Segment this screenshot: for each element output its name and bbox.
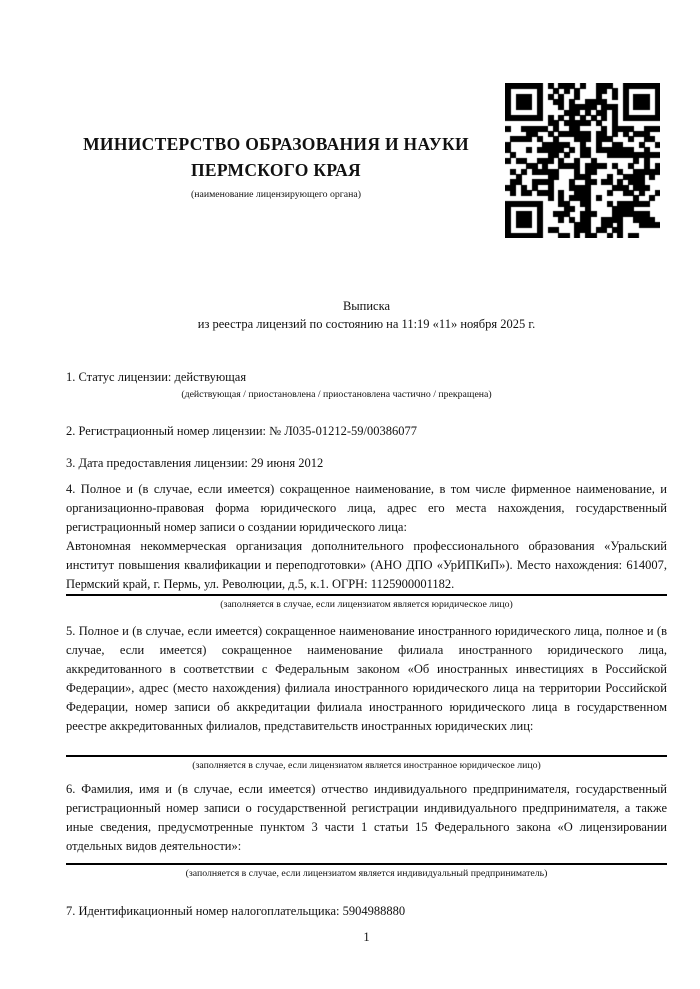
ministry-caption: (наименование лицензирующего органа) [190, 189, 361, 200]
fill-in-caption: (заполняется в случае, если лицензиатом является индивидуальный предприниматель) [185, 868, 548, 879]
item-2-registration-number [66, 422, 667, 441]
licensing-authority-header [64, 131, 488, 201]
item-7-taxpayer-id [66, 902, 667, 921]
item-text: 1. Статус лицензии: действующая [66, 370, 247, 384]
fill-in-caption: (заполняется в случае, если лицензиатом является юридическое лицо) [220, 599, 513, 610]
empty-answer-space [66, 736, 667, 755]
empty-answer-space [66, 856, 667, 863]
item-6-individual-entrepreneur [66, 780, 667, 880]
title-line2: из реестра лицензий по состоянию на 11:19 «11» ноября 2025 г. [197, 317, 536, 331]
title-line1: Выписка [342, 299, 391, 313]
ministry-name-line1: МИНИСТЕРСТВО ОБРАЗОВАНИЯ И НАУКИ [83, 134, 469, 154]
item-text: 7. Идентификационный номер налогоплательщика: 5904988880 [66, 904, 406, 918]
fill-in-caption: (заполняется в случае, если лицензиатом является иностранное юридическое лицо) [192, 760, 541, 771]
item-text: 3. Дата предоставления лицензии: 29 июня 2012 [66, 456, 324, 470]
item-3-license-date [66, 454, 667, 473]
item-4-legal-entity [66, 480, 667, 611]
item-5-foreign-entity [66, 622, 667, 772]
document-title [66, 297, 667, 333]
item-value: Автономная некоммерческая организация дополнительного профессионального образования «Уральский институт повышения квалификации и переподготовки» (АНО ДПО «УрИПКиП»). Место нахождения: 614007, Пермский край, г. Пермь, ул. Революции, д.5, к.1. ОГРН: 1125900001182. [66, 539, 667, 591]
item-text: 5. Полное и (в случае, если имеется) сокращенное наименование иностранного юридического лица, полное и (в случае, если имеется) сокращенное наименование филиала иностранного юридического лица, аккредитованного в соответствии с Федеральным законом «Об иностранных инвестициях в Российской Федерации», адрес (место нахождения) филиала иностранного юридического лица на территории Российской Федерации, номер записи об аккредитации филиала иностранного юридического лица в государственном реестре аккредитованных филиалов, представительств иностранных юридических лиц: [66, 624, 667, 733]
qr-code-icon [505, 83, 660, 238]
item-text: 4. Полное и (в случае, если имеется) сокращенное наименование, в том числе фирменное наименование, и организационно-правовая форма юридического лица, адрес его места нахождения, государственный регистрационный номер записи о создании юридического лица: [66, 482, 667, 534]
ministry-name-line2: ПЕРМСКОГО КРАЯ [191, 160, 361, 180]
item-1-license-status [66, 368, 667, 401]
fill-in-line [66, 594, 667, 596]
fill-in-line [66, 863, 667, 865]
item-caption: (действующая / приостановлена / приостановлена частично / прекращена) [181, 389, 492, 400]
fill-in-line [66, 755, 667, 757]
page-number: 1 [363, 930, 370, 944]
item-text: 6. Фамилия, имя и (в случае, если имеется) отчество индивидуального предпринимателя, государственный регистрационный номер записи о государственной регистрации индивидуального предпринимателя, а также иные сведения, предусмотренные пунктом 3 части 1 статьи 15 Федерального закона «О лицензировании отдельных видов деятельности»: [66, 782, 667, 853]
item-text: 2. Регистрационный номер лицензии: № Л035-01212-59/00386077 [66, 424, 417, 438]
